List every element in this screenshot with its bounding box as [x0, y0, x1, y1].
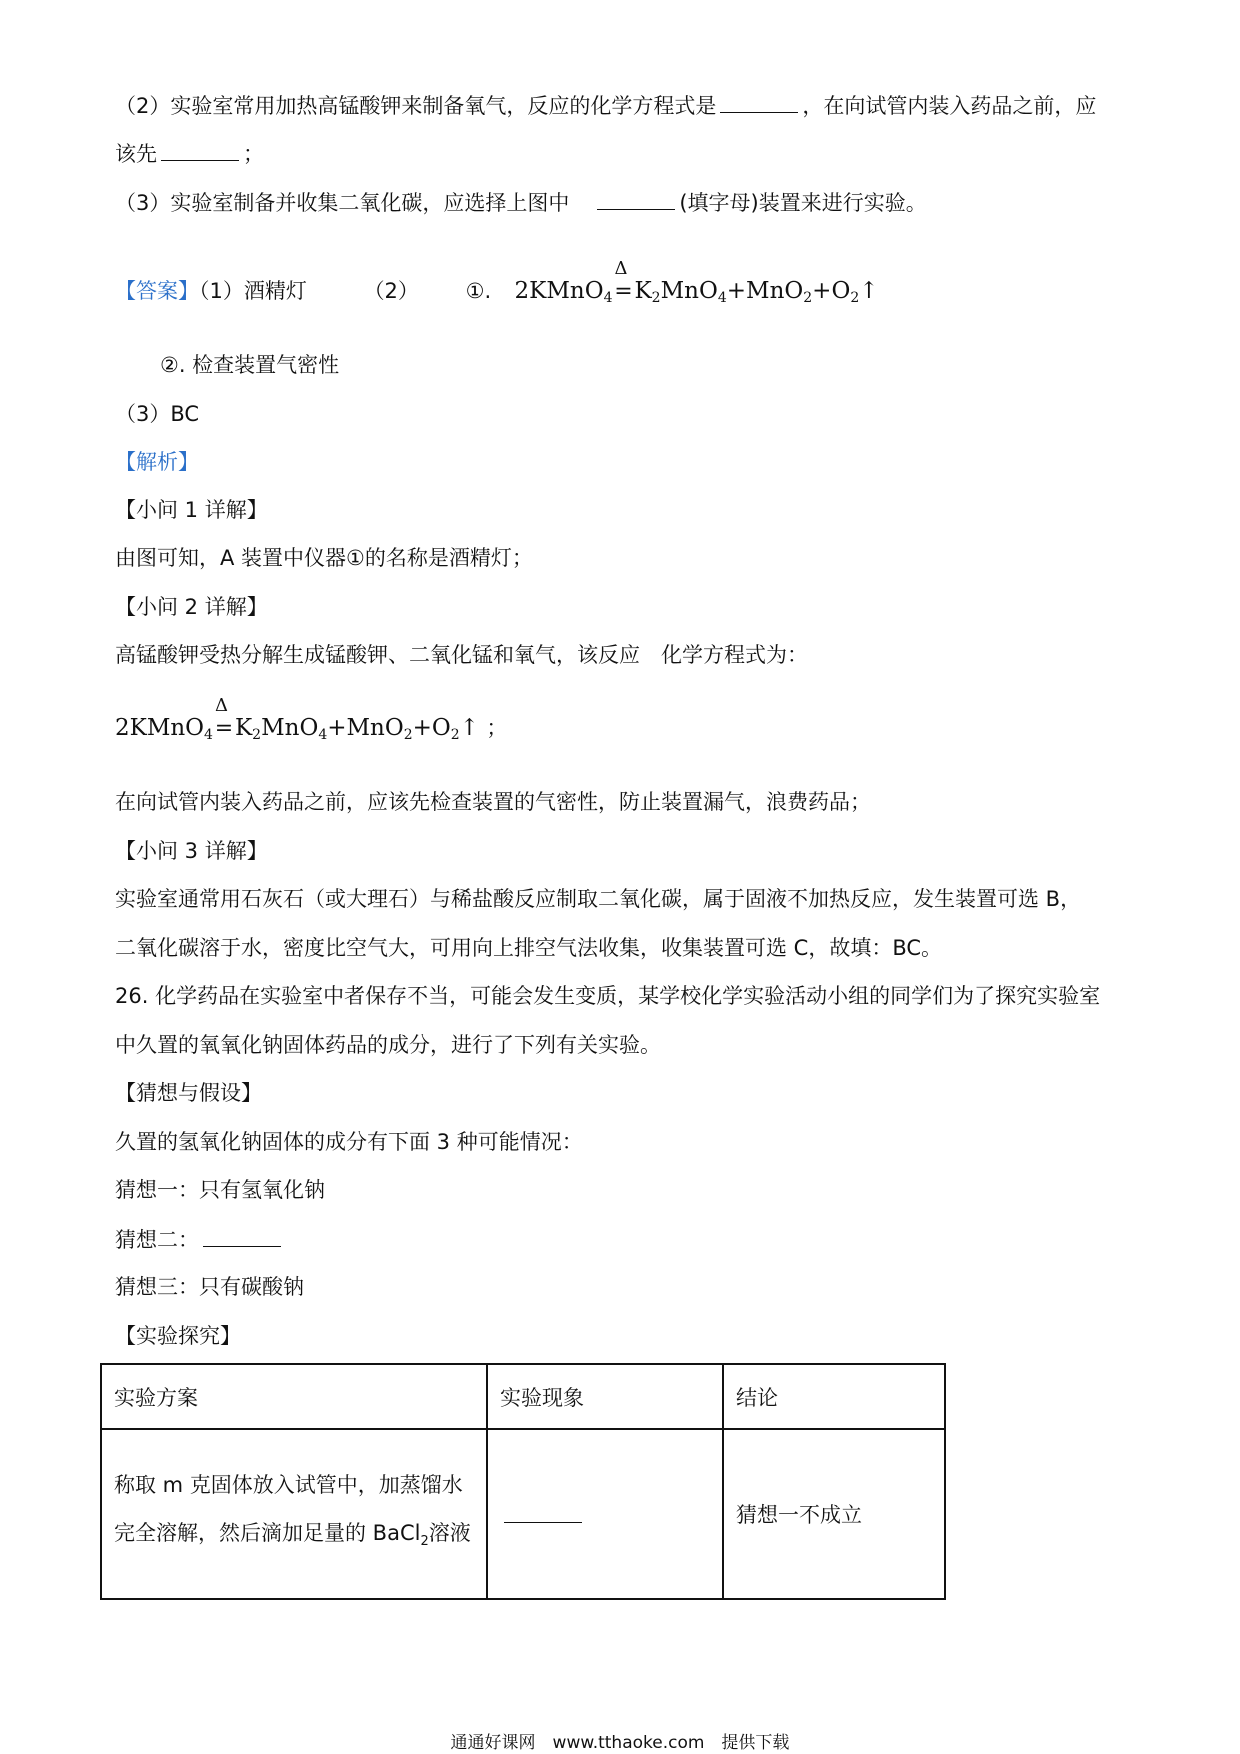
answer-line [115, 258, 879, 313]
hypothesis-2: 猜想二： [115, 1224, 285, 1255]
chemical-equation: 2KMnO$_4$ Δ $=K_2MnO_4+MnO_2+O_2↑$ [514, 258, 879, 306]
answer-part-3: （3）BC [115, 402, 200, 426]
subquestion-1-text: 由图可知，A 装置中仪器①的名称是酒精灯； [115, 546, 533, 570]
q26-line-2: 中久置的氧氧化钠固体药品的成分，进行了下列有关实验。 [115, 1033, 661, 1057]
q2-text: （2）实验室常用加热高锰酸钾来制备氧气，反应的化学方程式是 [115, 94, 717, 118]
table-cell-plan: 称取 m 克固体放入试管中，加蒸馏水 完全溶解，然后滴加足量的 BaCl$_2$溶液 [101, 1429, 487, 1599]
subquestion-3-title: 【小问 3 详解】 [115, 839, 268, 863]
hypothesis-title: 【猜想与假设】 [115, 1081, 262, 1105]
q2-line-1 [115, 90, 1096, 121]
q3-line [115, 187, 927, 218]
page-footer: 通通好课网 www.tthaoke.com 提供下载 [450, 1733, 790, 1753]
chemical-equation: 2KMnO$_4$ Δ $=K_2MnO_4+MnO_2+O_2↑$ [115, 695, 479, 743]
q3-text: （3）实验室制备并收集二氧化碳，应选择上图中 [115, 191, 570, 215]
answer-tag: 【答案】 [115, 279, 199, 303]
answer-blank [720, 90, 798, 113]
hypothesis-intro: 久置的氢氧化钠固体的成分有下面 3 种可能情况： [115, 1130, 583, 1154]
answer-marker-2: ②. 检查装置气密性 [160, 353, 340, 377]
up-arrow-icon: ↑ [459, 715, 479, 741]
q2-text-c: 该先 [115, 142, 157, 166]
table-header: 结论 [723, 1364, 945, 1429]
experiment-title: 【实验探究】 [115, 1324, 241, 1348]
subquestion-3-text-2: 二氧化碳溶于水，密度比空气大，可用向上排空气法收集，收集装置可选 C，故填：BC。 [115, 936, 943, 960]
subquestion-2-text: 高锰酸钾受热分解生成锰酸钾、二氧化锰和氧气，该反应 化学方程式为： [115, 643, 808, 667]
analysis-tag: 【解析】 [115, 450, 199, 474]
answer-blank [597, 187, 675, 210]
subquestion-1-title: 【小问 1 详解】 [115, 498, 268, 522]
subquestion-2-text-2: 在向试管内装入药品之前，应该先检查装置的气密性，防止装置漏气，浪费药品； [115, 790, 871, 814]
q3-text-b: (填字母)装置来进行实验。 [679, 191, 927, 215]
answer-part-1: （1）酒精灯 [199, 279, 307, 303]
answer-blank [504, 1500, 582, 1523]
subquestion-2-title: 【小问 2 详解】 [115, 595, 268, 619]
table-cell-conclusion: 猜想一不成立 [723, 1429, 945, 1599]
table-row [101, 1429, 945, 1599]
answer-blank [203, 1224, 281, 1247]
table-header: 实验方案 [101, 1364, 487, 1429]
table-cell-phenomenon [487, 1429, 723, 1599]
table-header: 实验现象 [487, 1364, 723, 1429]
experiment-table [100, 1363, 946, 1600]
table-header-row [101, 1364, 945, 1429]
equation-line: 2KMnO$_4$ Δ $=K_2MnO_4+MnO_2+O_2↑$ ； [115, 695, 508, 743]
answer-part-2: （2） [363, 279, 419, 303]
answer-blank [161, 138, 239, 161]
hypothesis-3: 猜想三：只有碳酸钠 [115, 1275, 304, 1299]
q2-line-2 [115, 138, 264, 169]
hypothesis-1: 猜想一：只有氢氧化钠 [115, 1178, 325, 1202]
up-arrow-icon: ↑ [859, 278, 879, 304]
q2-text-d: ； [243, 142, 264, 166]
answer-marker-1: ①. [465, 279, 492, 303]
subquestion-3-text-1: 实验室通常用石灰石（或大理石）与稀盐酸反应制取二氧化碳，属于固液不加热反应，发生装置可选 B， [115, 887, 1082, 911]
q26-line-1: 26. 化学药品在实验室中者保存不当，可能会发生变质，某学校化学实验活动小组的同学们为了探究实验室 [115, 984, 1101, 1008]
q2-text-b: ，在向试管内装入药品之前，应 [802, 94, 1097, 118]
